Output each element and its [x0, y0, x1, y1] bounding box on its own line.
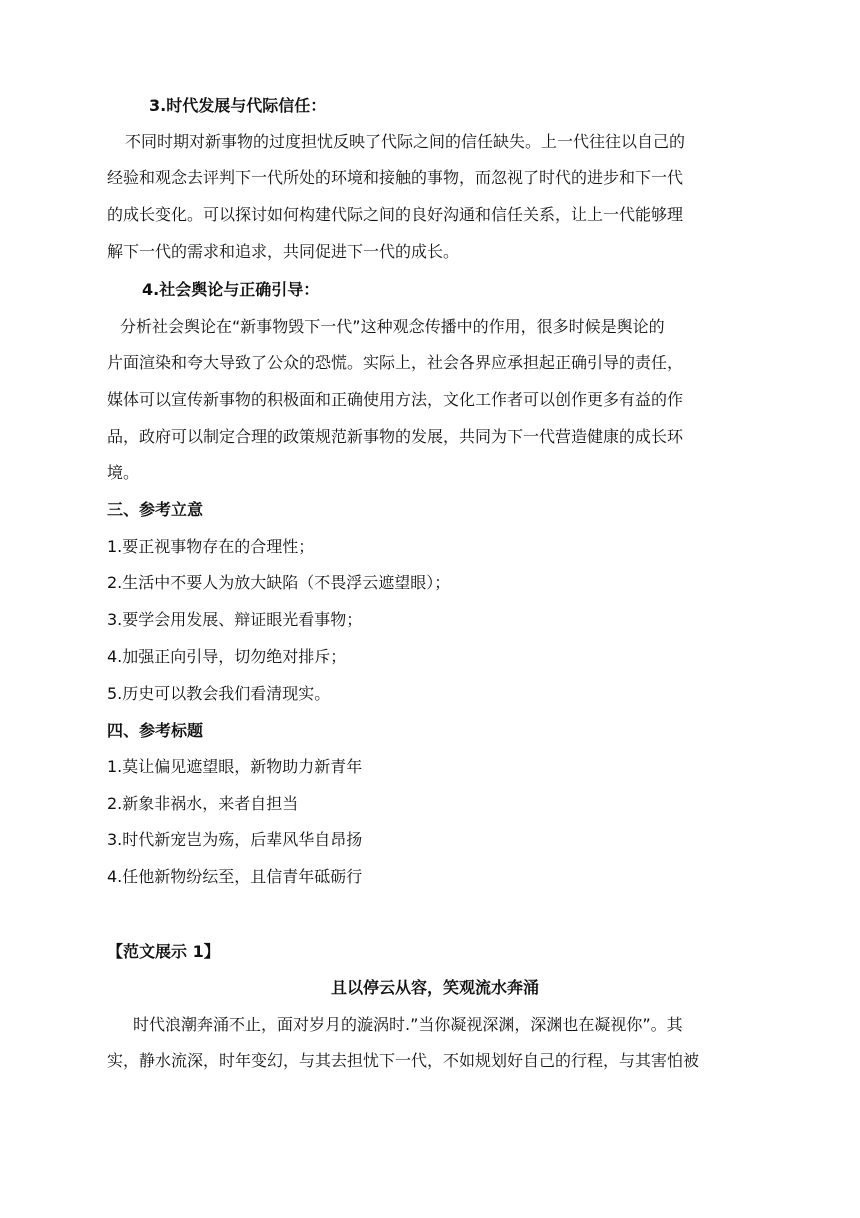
- reference-idea-item: 1.要正视事物存在的合理性；: [107, 537, 315, 556]
- section-4-line-4: 品，政府可以制定合理的政策规范新事物的发展，共同为下一代营造健康的成长环: [107, 427, 684, 446]
- reference-idea-item: 3.要学会用发展、辩证眼光看事物；: [107, 610, 363, 629]
- section-4-line-3: 媒体可以宣传新事物的积极面和正确使用方法，文化工作者可以创作更多有益的作: [107, 390, 684, 409]
- section-3-line-1: 不同时期对新事物的过度担忧反映了代际之间的信任缺失。上一代往往以自己的: [125, 132, 686, 151]
- reference-ideas-heading: 三、参考立意: [107, 500, 204, 519]
- section-3-line-2: 经验和观念去评判下一代所处的环境和接触的事物，而忽视了时代的进步和下一代: [107, 168, 684, 187]
- section-4-line-2: 片面渲染和夸大导致了公众的恐慌。实际上，社会各界应承担起正确引导的责任，: [107, 353, 684, 372]
- essay-line-2: 实，静水流深，时年变幻，与其去担忧下一代，不如规划好自己的行程，与其害怕被: [107, 1051, 700, 1070]
- reference-idea-item: 5.历史可以教会我们看清现实。: [107, 684, 331, 703]
- essay-line-1: 时代浪潮奔涌不止，面对岁月的漩涡时.”当你凝视深渊，深渊也在凝视你”。其: [133, 1015, 683, 1034]
- section-3-line-3: 的成长变化。可以探讨如何构建代际之间的良好沟通和信任关系，让上一代能够理: [107, 205, 684, 224]
- reference-title-item: 3.时代新宠岂为殇，后辈风华自昂扬: [107, 830, 363, 849]
- reference-titles-heading: 四、参考标题: [107, 721, 204, 740]
- essay-title: 且以停云从容，笑观流水奔涌: [330, 978, 539, 997]
- reference-title-item: 4.任他新物纷纭至，且信青年砥砺行: [107, 867, 363, 886]
- section-3-heading: 3.时代发展与代际信任：: [149, 96, 327, 115]
- reference-idea-item: 4.加强正向引导，切勿绝对排斥；: [107, 647, 347, 666]
- section-4-heading: 4.社会舆论与正确引导：: [142, 280, 320, 299]
- section-3-line-4: 解下一代的需求和追求，共同促进下一代的成长。: [107, 242, 460, 261]
- reference-title-item: 1.莫让偏见遮望眼，新物助力新青年: [107, 757, 363, 776]
- section-4-line-5: 境。: [107, 463, 140, 482]
- essay-label: 【范文展示 1】: [107, 942, 220, 961]
- section-4-line-1: 分析社会舆论在“新事物毁下一代”这种观念传播中的作用，很多时候是舆论的: [120, 317, 665, 336]
- reference-idea-item: 2.生活中不要人为放大缺陷（不畏浮云遮望眼）；: [107, 573, 451, 592]
- reference-title-item: 2.新象非祸水，来者自担当: [107, 794, 299, 813]
